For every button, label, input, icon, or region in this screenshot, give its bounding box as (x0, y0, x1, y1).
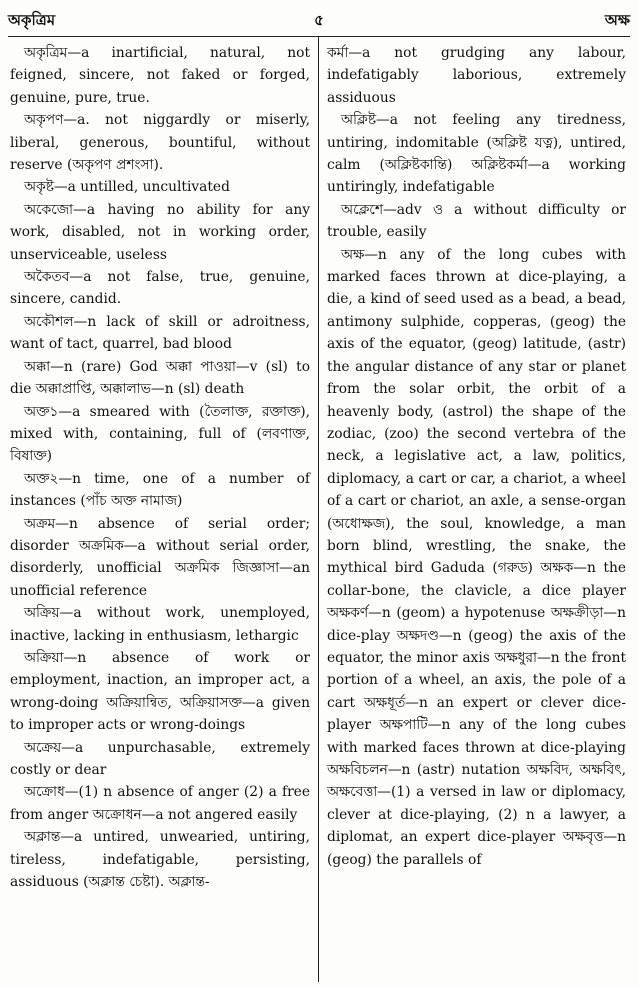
page-number: ৫ (314, 10, 324, 29)
dictionary-entry: অক্লিষ্ট—a not feeling any tiredness, untiring, indomitable (অক্লিষ্ট যত্ন), untired, calm (অক্লিষ্টকান্তি) অক্লিষ্টকর্মা—a working untiringly, indefatigable (327, 112, 626, 196)
two-column-body (8, 37, 630, 982)
dictionary-entry: অকৃত্রিম—a inartificial, natural, not feigned, sincere, not faked or forged, genuine, pure, true. (10, 45, 310, 106)
dictionary-entry: অক্রম—n absence of serial order; disorder অক্রমিক—a without serial order, disorderly, unofficial অক্রমিক জিজ্ঞাসা—an unofficial reference (10, 515, 310, 599)
dictionary-entry: অক্রোধ—(1) n absence of anger (2) a free from anger অক্রোধন—a not angered easily (10, 784, 310, 823)
right-column (319, 37, 630, 982)
dictionary-entry: অকৈতব—a not false, true, genuine, sincere, candid. (10, 269, 310, 308)
dictionary-entry: অক্রেয়—a unpurchasable, extremely costly or dear (10, 739, 310, 778)
dictionary-entry: অক্রিয়া—n absence of work or employment, inaction, an improper act, a wrong-doing অক্রিয়ান্বিত, অক্রিয়াসক্ত—a given to improper acts or wrong-doings (10, 649, 310, 734)
dictionary-entry: অকেজো—a having no ability for any work, disabled, not in working order, unserviceable, useless (10, 201, 310, 263)
dictionary-entry: অক্ষ—n any of the long cubes with marked faces thrown at dice-playing, a die, a kind of seed used as a bead, a bead, antimony sulphide, copperas, (geog) the axis of the equator, (geog) latitude, (astr) the angular distance of any star or planet from the solar orbit, the orbit of a heavenly body, (astrol) the shape of the zodiac, (zoo) the second vertebra of the neck, a legislative act, a law, politics, diplomacy, a cart or car, a chariot, a wheel of a cart or chariot, an axle, a sense-organ (অধোক্ষজ), the soul, knowledge, a man born blind, wrestling, the snake, the mythical bird Gaduda (গরুড) অক্ষক—n the collar-bone, the clavicle, a dice player অক্ষকর্ণ—n (geom) a hypotenuse অক্ষক্রীড়া—n dice-play অক্ষদণ্ড—n (geog) the axis of the equator, the minor axis অক্ষধুরা—n the front portion of a wheel, an axis, the pole of a cart অক্ষধূর্ত—n an expert or clever dice-player অক্ষপাটি—n any of the long cubes with marked faces thrown at dice-playing অক্ষবিচলন—n (astr) nutation অক্ষবিদ, অক্ষবিৎ, অক্ষবেত্তা—(1) a versed in law or diplomacy, clever at dice-playing, (2) n a lawyer, a diplomat, an expert dice-player অক্ষবৃত্ত—n (geog) the parallels of (327, 246, 626, 868)
dictionary-entry: কর্মা—a not grudging any labour, indefatigably laborious, extremely assiduous (327, 45, 626, 106)
dictionary-entry: অকৃপণ—a. not niggardly or miserly, liberal, generous, bountiful, without reserve (অকৃপণ প্রশংসা). (10, 112, 310, 174)
page-header (8, 6, 630, 37)
dictionary-entry: অকৌশল—n lack of skill or adroitness, want of tact, quarrel, bad blood (10, 313, 310, 353)
dictionary-entry: অক্লেশে—adv ও a without difficulty or trouble, easily (327, 201, 626, 241)
dictionary-entry: অক্ত২—n time, one of a number of instances (পাঁচ অক্ত নামাজ) (10, 470, 310, 510)
dictionary-entry: অক্কা—n (rare) God অক্কা পাওয়া—v (sl) to die অক্কাপ্রাপ্তি, অক্কালাভ—n (sl) death (10, 358, 310, 398)
header-guide-word-left: অকৃত্রিম (8, 10, 56, 29)
dictionary-entry: অক্লান্ত—a untired, unwearied, untiring, tireless, indefatigable, persisting, assiduous (অক্লান্ত চেষ্টা). অক্লান্ত- (10, 829, 310, 891)
dictionary-entry: অকৃষ্ট—a untilled, uncultivated (24, 179, 230, 196)
dictionary-entry: অক্রিয়—a without work, unemployed, inactive, lacking in enthusiasm, lethargic (10, 605, 310, 644)
dictionary-entry: অক্ত১—a smeared with (তৈলাক্ত, রক্তাক্ত), mixed with, containing, full of (লবণাক্ত, বিষাক্ত) (10, 403, 310, 465)
header-guide-word-right: অক্ষ (604, 10, 630, 29)
left-column (8, 37, 319, 982)
